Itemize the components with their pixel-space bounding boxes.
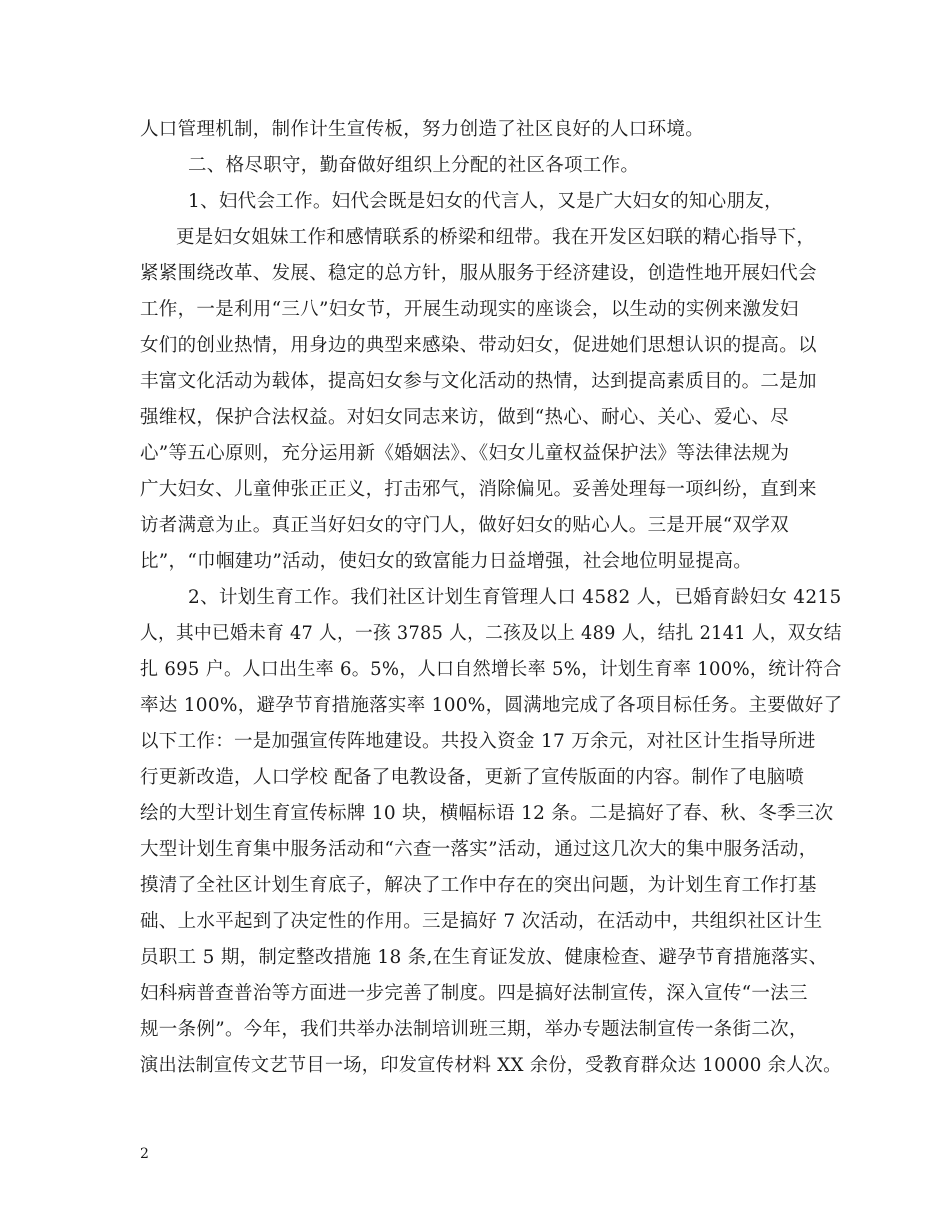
text-line: 摸清了全社区计划生育底子，解决了工作中存在的突出问题，为计划生育工作打基 bbox=[140, 875, 817, 896]
text-line: 妇科病普查普治等方面进一步完善了制度。四是搞好法制宣传，深入宣传“一法三 bbox=[140, 983, 808, 1004]
text-line: 规一条例”。今年，我们共举办法制培训班三期，举办专题法制宣传一条街二次， bbox=[140, 1019, 808, 1040]
text-line: 紧紧围绕改革、发展、稳定的总方针，服从服务于经济建设，创造性地开展妇代会 bbox=[140, 263, 817, 284]
text-line: 女们的创业热情，用身边的典型来感染、带动妇女，促进她们思想认识的提高。以 bbox=[140, 335, 817, 356]
text-line: 行更新改造，人口学校 配备了电教设备，更新了宣传版面的内容。制作了电脑喷 bbox=[140, 767, 805, 788]
text-line: 2、计划生育工作。我们社区计划生育管理人口 4582 人，已婚育龄妇女 4215 bbox=[188, 587, 842, 608]
text-line: 工作，一是利用“三八”妇女节，开展生动现实的座谈会，以生动的实例来激发妇 bbox=[140, 299, 799, 320]
text-line: 丰富文化活动为载体，提高妇女参与文化活动的热情，达到提高素质目的。二是加 bbox=[140, 371, 817, 392]
text-line: 更是妇女姐妹工作和感情联系的桥梁和纽带。我在开发区妇联的精心指导下， bbox=[176, 227, 816, 248]
text-line: 率达 100%，避孕节育措施落实率 100%，圆满地完成了各项目标任务。主要做好了 bbox=[140, 695, 843, 716]
text-line: 扎 695 户。人口出生率 6。5%，人口自然增长率 5%，计划生育率 100%，统计符合 bbox=[140, 659, 842, 680]
text-line: 访者满意为止。真正当好妇女的守门人，做好妇女的贴心人。三是开展“双学双 bbox=[140, 515, 789, 536]
text-line: 心”等五心原则，充分运用新《婚姻法》、《妇女儿童权益保护法》等法律法规为 bbox=[140, 443, 790, 464]
text-line: 大型计划生育集中服务活动和“六查一落实”活动，通过这几次大的集中服务活动， bbox=[140, 839, 818, 860]
text-line: 强维权，保护合法权益。对妇女同志来访，做到“热心、耐心、关心、爱心、尽 bbox=[140, 407, 789, 428]
text-line: 1、妇代会工作。妇代会既是妇女的代言人，又是广大妇女的知心朋友， bbox=[188, 191, 783, 212]
text-line: 比”，“巾帼建功”活动，使妇女的致富能力日益增强，社会地位明显提高。 bbox=[140, 551, 753, 572]
text-line: 人，其中已婚未育 47 人，一孩 3785 人，二孩及以上 489 人，结扎 2141 人，双女结 bbox=[140, 623, 842, 644]
text-line: 广大妇女、儿童伸张正正义，打击邪气，消除偏见。妥善处理每一项纠纷，直到来 bbox=[140, 479, 817, 500]
text-line: 人口管理机制，制作计生宣传板，努力创造了社区良好的人口环境。 bbox=[140, 119, 705, 140]
text-line: 以下工作：一是加强宣传阵地建设。共投入资金 17 万余元，对社区计生指导所进 bbox=[140, 731, 816, 752]
text-line: 演出法制宣传文艺节目一场，印发宣传材料 XX 余份，受教育群众达 10000 余人次。 bbox=[140, 1055, 842, 1076]
text-line: 绘的大型计划生育宣传标牌 10 块，横幅标语 12 条。二是搞好了春、秋、冬季三次 bbox=[140, 803, 834, 824]
text-line: 础、上水平起到了决定性的作用。三是搞好 7 次活动，在活动中，共组织社区计生 bbox=[140, 911, 823, 932]
text-line: 员职工 5 期，制定整改措施 18 条,在生育证发放、健康检查、避孕节育措施落实、 bbox=[140, 947, 828, 968]
page-number: 2 bbox=[140, 1146, 149, 1162]
section-heading: 二、格尽职守，勤奋做好组织上分配的社区各项工作。 bbox=[188, 155, 640, 176]
